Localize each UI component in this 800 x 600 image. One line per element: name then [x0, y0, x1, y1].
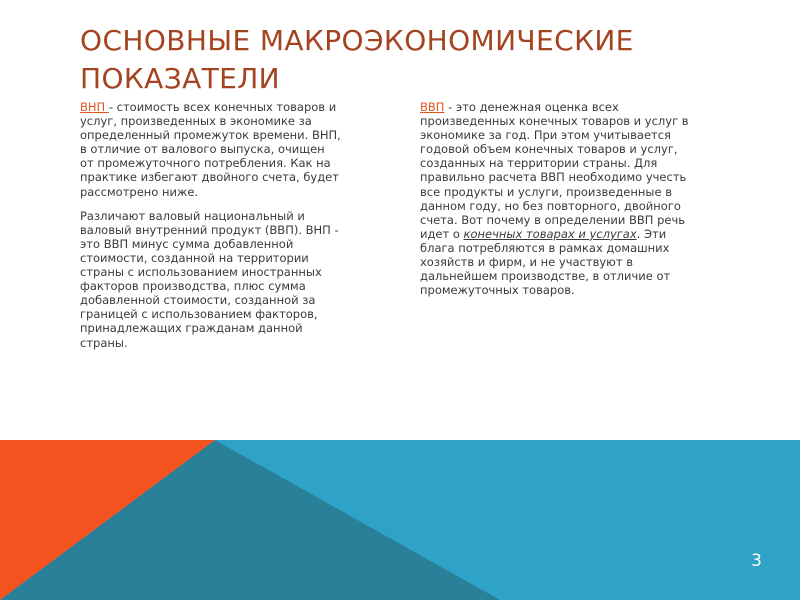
final-goods-emphasis: конечных товарах и услугах: [463, 226, 637, 241]
left-text-column: [80, 100, 342, 360]
slide-title: ОСНОВНЫЕ МАКРОЭКОНОМИЧЕСКИЕ ПОКАЗАТЕЛИ: [80, 24, 634, 95]
gnp-definition-paragraph: [80, 100, 342, 199]
gnp-definition-text: - стоимость всех конечных товаров и услуг, произведенных в экономике за определенный промежуток времени. ВНП, в отличие от валового выпуска, очищен от промежуточного потребления. Как на практике избегают двойного счета, будет рассмотрено ниже.: [80, 100, 341, 199]
gdp-definition-paragraph: [420, 100, 690, 297]
gdp-definition-text-end: . Эти блага потребляются в рамках домашних хозяйств и фирм, и не участвуют в дальнейшем производстве, в отличие от промежуточных товаров.: [420, 226, 671, 298]
gdp-definition-text: - это денежная оценка всех произведенных конечных товаров и услуг в экономике за год. При этом учитывается годовой объем конечных товаров и услуг, созданных на территории страны. Для правильно расчета ВВП необходимо учесть все продукты и услуги, произведенные в данном году, но без повторного, двойного счета. Вот почему в определении ВВП речь идет о: [420, 100, 689, 241]
gnp-term: ВНП: [80, 100, 109, 114]
page-number: 3: [751, 551, 762, 571]
gdp-term: ВВП: [420, 100, 445, 114]
gnp-gdp-difference-paragraph: Различают валовый национальный и валовый внутренний продукт (ВВП). ВНП - это ВВП минус сумма добавленной стоимости, созданной на территории страны с использованием иностранных факторов производства, плюс сумма добавленной стоимости, созданной за границей с использованием факторов, принадлежащих гражданам данной страны.: [80, 208, 339, 350]
right-text-column: [420, 100, 690, 307]
